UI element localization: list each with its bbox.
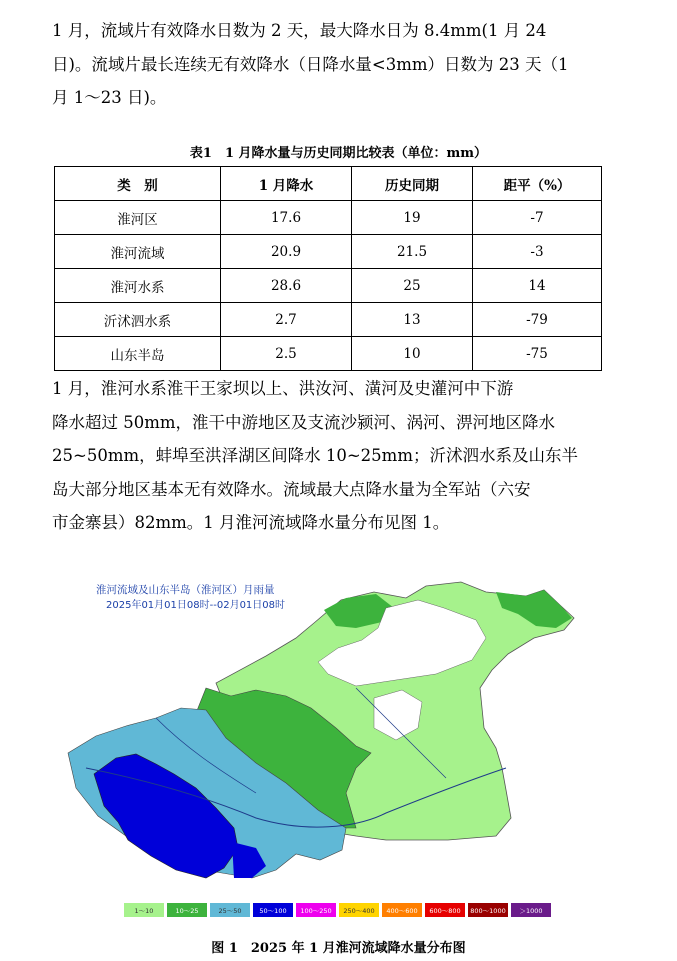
map-legend [124,903,551,917]
table-row [55,269,602,303]
header-january-precip: 1 月降水 [221,167,352,201]
legend-label: 800～1000 [470,907,506,915]
map-title: 淮河流域及山东半岛（淮河区）月雨量 [96,584,275,596]
cell-category: 淮河区 [55,201,221,235]
header-anomaly: 距平（%） [473,167,602,201]
paragraph-precipitation-distribution [52,372,612,540]
text-line: 1 月，淮河水系淮干王家坝以上、洪汝河、潢河及史灌河中下游 [52,379,514,398]
legend-label: 25～50 [218,907,242,915]
cell-value: 19 [352,201,473,235]
cell-value: -75 [473,337,602,371]
text-line: 岛大部分地区基本无有效降水。流域最大点降水量为全军站（六安 [52,479,531,499]
cell-value: 25 [352,269,473,303]
cell-value: 21.5 [352,235,473,269]
table-row [55,235,602,269]
table-row [55,201,602,235]
text-line: 月 1～23 日)。 [52,88,167,107]
text-line: 市金寨县）82mm。1 月淮河流域降水量分布见图 1。 [52,513,450,532]
legend-label: 400～600 [386,907,418,915]
cell-value: 2.7 [221,303,352,337]
legend-label: 1～10 [134,907,154,915]
legend-label: 10～25 [175,907,199,915]
cell-value: 17.6 [221,201,352,235]
cell-category: 淮河流域 [55,235,221,269]
legend-label: 50～100 [259,907,287,915]
cell-category: 山东半岛 [55,337,221,371]
text-line: 日)。流域片最长连续无有效降水（日降水量<3mm）日数为 23 天（1 [52,54,569,74]
cell-value: 10 [352,337,473,371]
cell-category: 淮河水系 [55,269,221,303]
precipitation-map-figure [56,578,610,922]
table-row [55,337,602,371]
text-line: 降水超过 50mm，淮干中游地区及支流沙颍河、涡河、淠河地区降水 [52,412,556,432]
cell-value: -3 [473,235,602,269]
legend-label: 250～400 [343,907,375,915]
table-row [55,303,602,337]
cell-category: 沂沭泗水系 [55,303,221,337]
table-caption: 表1 1 月降水量与历史同期比较表（单位：mm） [189,146,488,161]
text-line: 25~50mm，蚌埠至洪泽湖区间降水 10~25mm；沂沭泗水系及山东半 [52,446,578,465]
legend-label: 600～800 [429,907,461,915]
legend-label: ＞1000 [519,907,543,915]
table-header-row [55,167,602,201]
cell-value: -79 [473,303,602,337]
cell-value: 14 [473,269,602,303]
cell-value: 13 [352,303,473,337]
header-category: 类 别 [55,167,221,201]
text-line: 1 月，流域片有效降水日数为 2 天，最大降水日为 8.4mm(1 月 24 [52,21,547,40]
precipitation-map [56,578,610,922]
cell-value: -7 [473,201,602,235]
paragraph-january-rain-days [52,14,612,115]
cell-value: 28.6 [221,269,352,303]
cell-value: 2.5 [221,337,352,371]
cell-value: 20.9 [221,235,352,269]
precipitation-comparison-table [54,166,602,371]
figure-caption: 图 1 2025 年 1 月淮河流域降水量分布图 [211,941,466,956]
map-subtitle: 2025年01月01日08时--02月01日08时 [106,600,286,611]
legend-label: 100～250 [300,907,332,915]
header-historical: 历史同期 [352,167,473,201]
